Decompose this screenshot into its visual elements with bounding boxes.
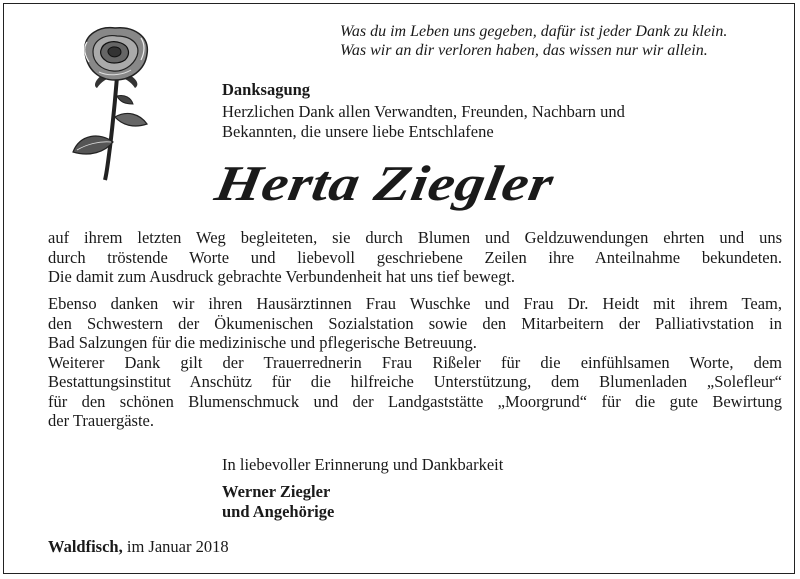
paragraph-line: Weiterer Dank gilt der Trauerrednerin Frau Rißeler für die einfühlsamen Worte, dem <box>48 352 782 372</box>
paragraph-line: Bestattungsinstitut Anschütz für die hilfreiche Unterstützung, dem Blumenladen „Solefleur“ <box>48 372 782 391</box>
paragraph-line: durch tröstende Worte und liebevoll geschriebene Zeilen ihre Anteilnahme bekundeten. <box>48 247 782 267</box>
paragraph-line: Die damit zum Ausdruck gebrachte Verbundenheit hat uns tief bewegt. <box>48 267 516 286</box>
paragraph-line: den Schwestern der Ökumenischen Sozialstation sowie den Mitarbeitern der Palliativstation in <box>48 313 782 333</box>
intro-text <box>222 102 742 142</box>
signatory-name: Werner Ziegler <box>222 482 331 501</box>
place-name: Waldfisch, <box>48 537 123 556</box>
paragraph-line: der Trauergäste. <box>48 411 155 430</box>
paragraph-line: auf ihrem letzten Weg begleiteten, sie durch Blumen und Geldzuwendungen ehrten und uns <box>48 228 782 247</box>
intro-line: Bekannten, die unsere liebe Entschlafene <box>222 122 494 141</box>
rose-icon <box>55 22 165 182</box>
thanks-paragraph-2 <box>48 294 782 431</box>
thanks-paragraph-1 <box>48 228 782 287</box>
paragraph-line: Bad Salzungen für die medizinische und pflegerische Betreuung. <box>48 333 477 352</box>
paragraph-line: für den schönen Blumenschmuck und der Landgaststätte „Moorgrund“ für die gute Bewirtung <box>48 391 782 411</box>
signatories <box>222 482 334 522</box>
intro-line: Herzlichen Dank allen Verwandten, Freunden, Nachbarn und <box>222 102 625 121</box>
paragraph-line: Ebenso danken wir ihren Hausärztinnen Frau Wuschke und Frau Dr. Heidt mit ihrem Team, <box>48 294 782 313</box>
motto-line: Was wir an dir verloren haben, das wissen nur wir allein. <box>340 42 708 59</box>
motto-verse <box>340 22 780 60</box>
date-text: im Januar 2018 <box>122 537 229 556</box>
motto-line: Was du im Leben uns gegeben, dafür ist jeder Dank zu klein. <box>340 23 728 40</box>
deceased-name: Herta Ziegler <box>211 155 558 211</box>
place-date <box>48 537 229 557</box>
closing-line: In liebevoller Erinnerung und Dankbarkeit <box>222 455 504 474</box>
notice-heading: Danksagung <box>222 80 311 99</box>
signatory-family: und Angehörige <box>222 502 335 521</box>
